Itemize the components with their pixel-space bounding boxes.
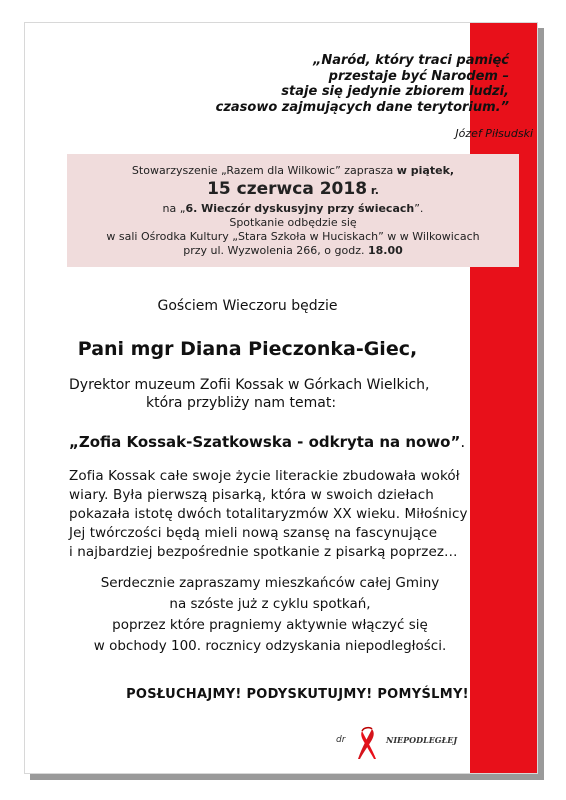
info-line-1 <box>67 164 519 178</box>
quote-line: „Naród, który traci pamięć <box>312 53 509 68</box>
info-text: na „ <box>162 202 186 215</box>
info-text: Stowarzyszenie „Razem dla Wilkowic” zaprasza <box>131 164 397 177</box>
ribbon-icon <box>348 725 384 761</box>
invitation-line: w obchody 100. rocznicy odzyskania niepodległości. <box>93 638 447 654</box>
quote-author: Józef Piłsudski <box>455 127 533 140</box>
poster-sheet <box>24 22 538 774</box>
event-name: 6. Wieczór dyskusyjny przy świecach <box>185 202 415 215</box>
logo-word: NIEPODLEGŁEJ <box>386 735 458 745</box>
guest-name: Pani mgr Diana Pieczonka-Giec, <box>77 338 418 360</box>
invitation <box>25 573 515 657</box>
description <box>69 467 519 562</box>
lecture-topic <box>69 433 465 451</box>
description-line: i najbardziej bezpośrednie spotkanie z pisarką poprzez… <box>69 544 458 560</box>
invitation-line: Serdecznie zapraszamy mieszkańców całej Gminy <box>100 575 440 591</box>
event-date-suffix: r. <box>367 184 379 197</box>
independence-logo <box>336 723 476 763</box>
info-line-3 <box>67 202 519 216</box>
quote <box>169 53 509 115</box>
invitation-line: na szóste już z cyklu spotkań, <box>169 596 371 612</box>
slogan: POSŁUCHAJMY! PODYSKUTUJMY! POMYŚLMY! <box>126 687 469 702</box>
guest-role-line: Dyrektor muzeum Zofii Kossak w Górkach Wielkich, <box>69 377 430 393</box>
logo-prefix: dr <box>336 735 346 745</box>
guest-intro: Gościem Wieczoru będzie <box>157 298 338 314</box>
event-date-main: 15 czerwca 2018 <box>207 179 368 199</box>
event-info-box <box>67 154 519 267</box>
lecture-topic-text: „Zofia Kossak-Szatkowska - odkryta na nowo” <box>69 433 461 451</box>
invitation-line: poprzez które pragniemy aktywnie włączyć się <box>112 617 428 633</box>
info-line-6 <box>67 244 519 258</box>
info-line-5: w sali Ośrodka Kultury „Stara Szkoła w Huciskach” w w Wilkowicach <box>106 230 480 243</box>
description-line: Jej twórczości będą mieli nową szansę na fascynujące <box>69 525 438 541</box>
event-time: 18.00 <box>367 244 403 257</box>
quote-line: czasowo zajmujących dane terytorium.” <box>215 99 509 115</box>
quote-line: przestaje być Narodem – <box>328 68 509 84</box>
description-line: pokazała istotę dwóch totalitaryzmów XX wieku. Miłośnicy <box>69 506 468 522</box>
info-text: ”. <box>414 202 424 215</box>
info-day: w piątek, <box>396 164 455 177</box>
lecture-topic-dot: . <box>460 433 466 451</box>
quote-line: staje się jedynie zbiorem ludzi, <box>281 84 509 99</box>
description-line: Zofia Kossak całe swoje życie literackie zbudowała wokół <box>69 468 460 484</box>
guest-role <box>69 376 430 412</box>
guest-role-line: która przybliży nam temat: <box>146 395 337 411</box>
description-line: wiary. Była pierwszą pisarką, która w swoich dziełach <box>69 487 434 503</box>
info-text: przy ul. Wyzwolenia 266, o godz. <box>183 244 368 257</box>
event-date <box>67 178 519 202</box>
info-line-4: Spotkanie odbędzie się <box>229 216 357 229</box>
